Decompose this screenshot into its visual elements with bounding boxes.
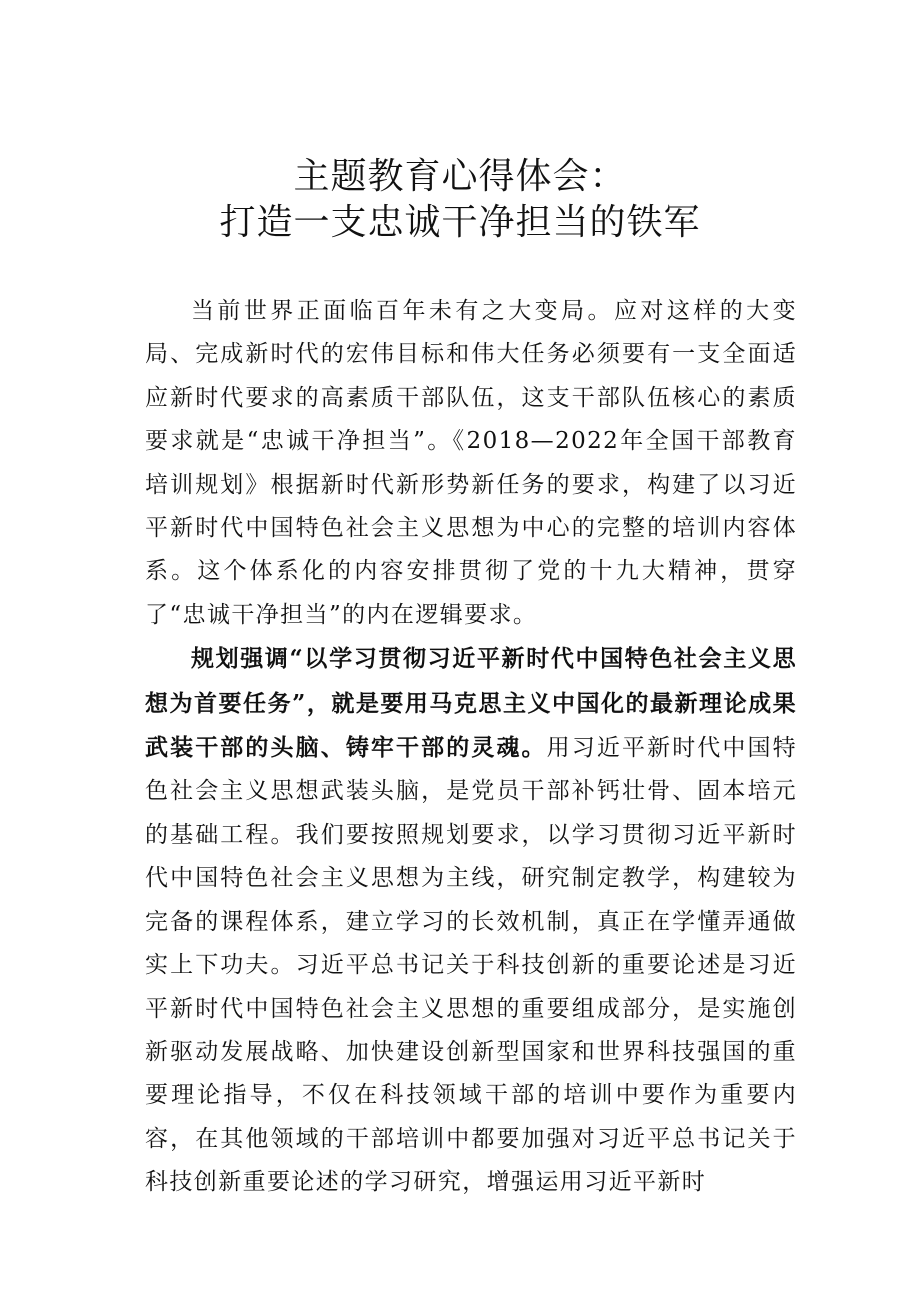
- paragraph-2-bold-lead: 规划强调“以学习贯彻习近平新时代中国特色社会主义思想为首要任务”，就是要用马克思主义中国化的最新理论成果武装干部的头脑、铸牢干部的灵魂。: [145, 645, 797, 762]
- title-line-1: 主题教育心得体会：: [293, 156, 627, 197]
- paragraph-1: [145, 290, 797, 637]
- paragraph-1-text: 当前世界正面临百年未有之大变局。应对这样的大变局、完成新时代的宏伟目标和伟大任务必须要有一支全面适应新时代要求的高素质干部队伍，这支干部队伍核心的素质要求就是“忠诚干净担当”。《2018—2022年全国干部教育培训规划》根据新时代新形势新任务的要求，构建了以习近平新时代中国特色社会主义思想为中心的完整的培训内容体系。这个体系化的内容安排贯彻了党的十九大精神，贯穿了“忠诚干净担当”的内在逻辑要求。: [145, 298, 797, 628]
- paragraph-2-text: 用习近平新时代中国特色社会主义思想武装头脑，是党员干部补钙壮骨、固本培元的基础工程。我们要按照规划要求，以学习贯彻习近平新时代中国特色社会主义思想为主线，研究制定教学，构建较为完备的课程体系，建立学习的长效机制，真正在学懂弄通做实上下功夫。习近平总书记关于科技创新的重要论述是习近平新时代中国特色社会主义思想的重要组成部分，是实施创新驱动发展战略、加快建设创新型国家和世界科技强国的重要理论指导，不仅在科技领域干部的培训中要作为重要内容，在其他领域的干部培训中都要加强对习近平总书记关于科技创新重要论述的学习研究，增强运用习近平新时: [145, 735, 798, 1196]
- paragraph-2: [145, 637, 797, 1204]
- title-line-2: 打造一支忠诚干净担当的铁军: [219, 202, 701, 243]
- document-title: [0, 154, 920, 246]
- document-body: [145, 290, 797, 1205]
